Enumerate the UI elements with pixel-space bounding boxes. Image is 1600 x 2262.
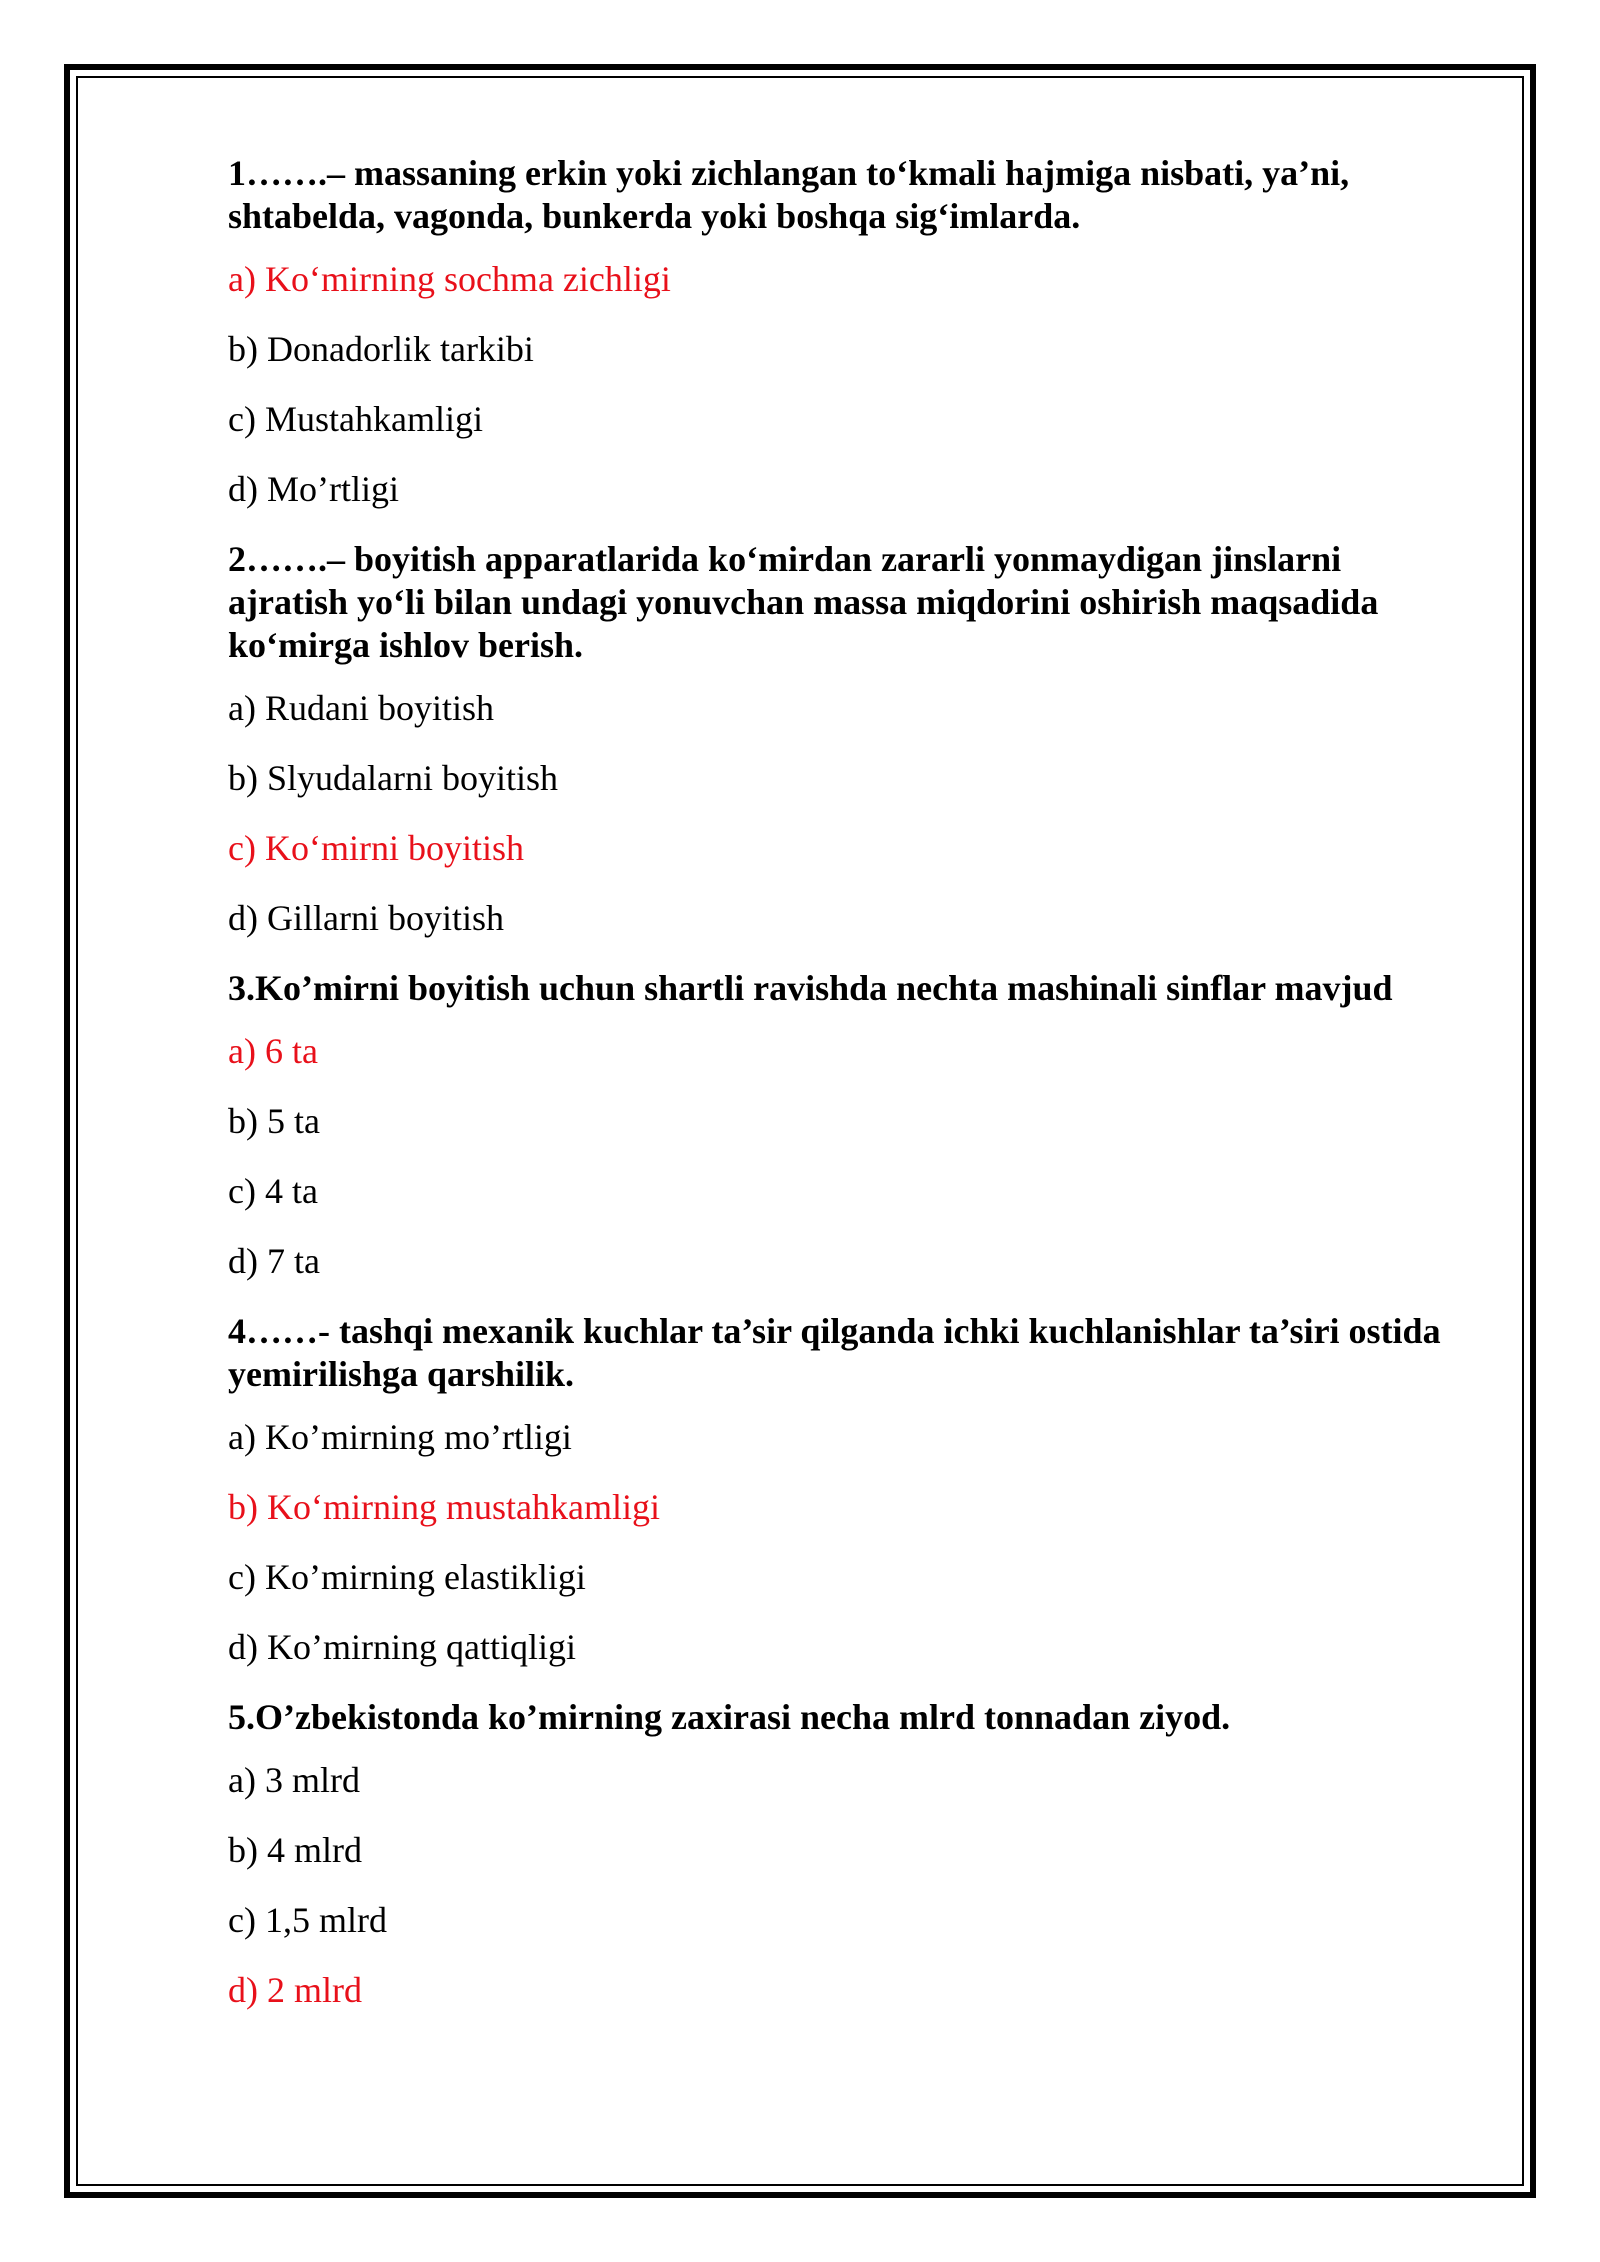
answer-option: c) Ko‘mirni boyitish bbox=[228, 828, 524, 868]
answer-option: a) Ko‘mirning sochma zichligi bbox=[228, 259, 671, 299]
answer-option: d) Mo’rtligi bbox=[228, 469, 399, 509]
answer-option: c) 1,5 mlrd bbox=[228, 1900, 387, 1940]
answer-option: a) Ko’mirning mo’rtligi bbox=[228, 1417, 572, 1457]
answer-option: d) Ko’mirning qattiqligi bbox=[228, 1627, 576, 1667]
question-block bbox=[228, 967, 1468, 1283]
question-block bbox=[228, 1310, 1468, 1669]
answer-option: d) Gillarni boyitish bbox=[228, 898, 504, 938]
answer-option: b) 5 ta bbox=[228, 1101, 320, 1141]
question-block bbox=[228, 1696, 1468, 2012]
answer-option: c) Mustahkamligi bbox=[228, 399, 483, 439]
question-text: 4……- tashqi mexanik kuchlar ta’sir qilganda ichki kuchlanishlar ta’siri ostida yemirilishga qarshilik. bbox=[228, 1311, 1441, 1394]
question-block bbox=[228, 538, 1468, 940]
question-text: 5.O’zbekistonda ko’mirning zaxirasi necha mlrd tonnadan ziyod. bbox=[228, 1697, 1231, 1737]
answer-option: a) 3 mlrd bbox=[228, 1760, 360, 1800]
quiz-content bbox=[228, 152, 1468, 2039]
answer-option: a) Rudani boyitish bbox=[228, 688, 494, 728]
question-block bbox=[228, 152, 1468, 511]
answer-option: d) 7 ta bbox=[228, 1241, 320, 1281]
answer-option: b) 4 mlrd bbox=[228, 1830, 362, 1870]
answer-option: c) 4 ta bbox=[228, 1171, 318, 1211]
question-text: 3.Ko’mirni boyitish uchun shartli ravishda nechta mashinali sinflar mavjud bbox=[228, 968, 1393, 1008]
question-text: 1…….– massaning erkin yoki zichlangan to‘kmali hajmiga nisbati, ya’ni, shtabelda, vagonda, bunkerda yoki boshqa sig‘imlarda. bbox=[228, 153, 1350, 236]
answer-option: a) 6 ta bbox=[228, 1031, 318, 1071]
answer-option: b) Donadorlik tarkibi bbox=[228, 329, 534, 369]
answer-option: b) Ko‘mirning mustahkamligi bbox=[228, 1487, 660, 1527]
question-text: 2…….– boyitish apparatlarida ko‘mirdan zararli yonmaydigan jinslarni ajratish yo‘li bilan undagi yonuvchan massa miqdorini oshirish maqsadida ko‘mirga ishlov berish. bbox=[228, 539, 1379, 665]
answer-option: c) Ko’mirning elastikligi bbox=[228, 1557, 586, 1597]
answer-option: d) 2 mlrd bbox=[228, 1970, 362, 2010]
answer-option: b) Slyudalarni boyitish bbox=[228, 758, 558, 798]
